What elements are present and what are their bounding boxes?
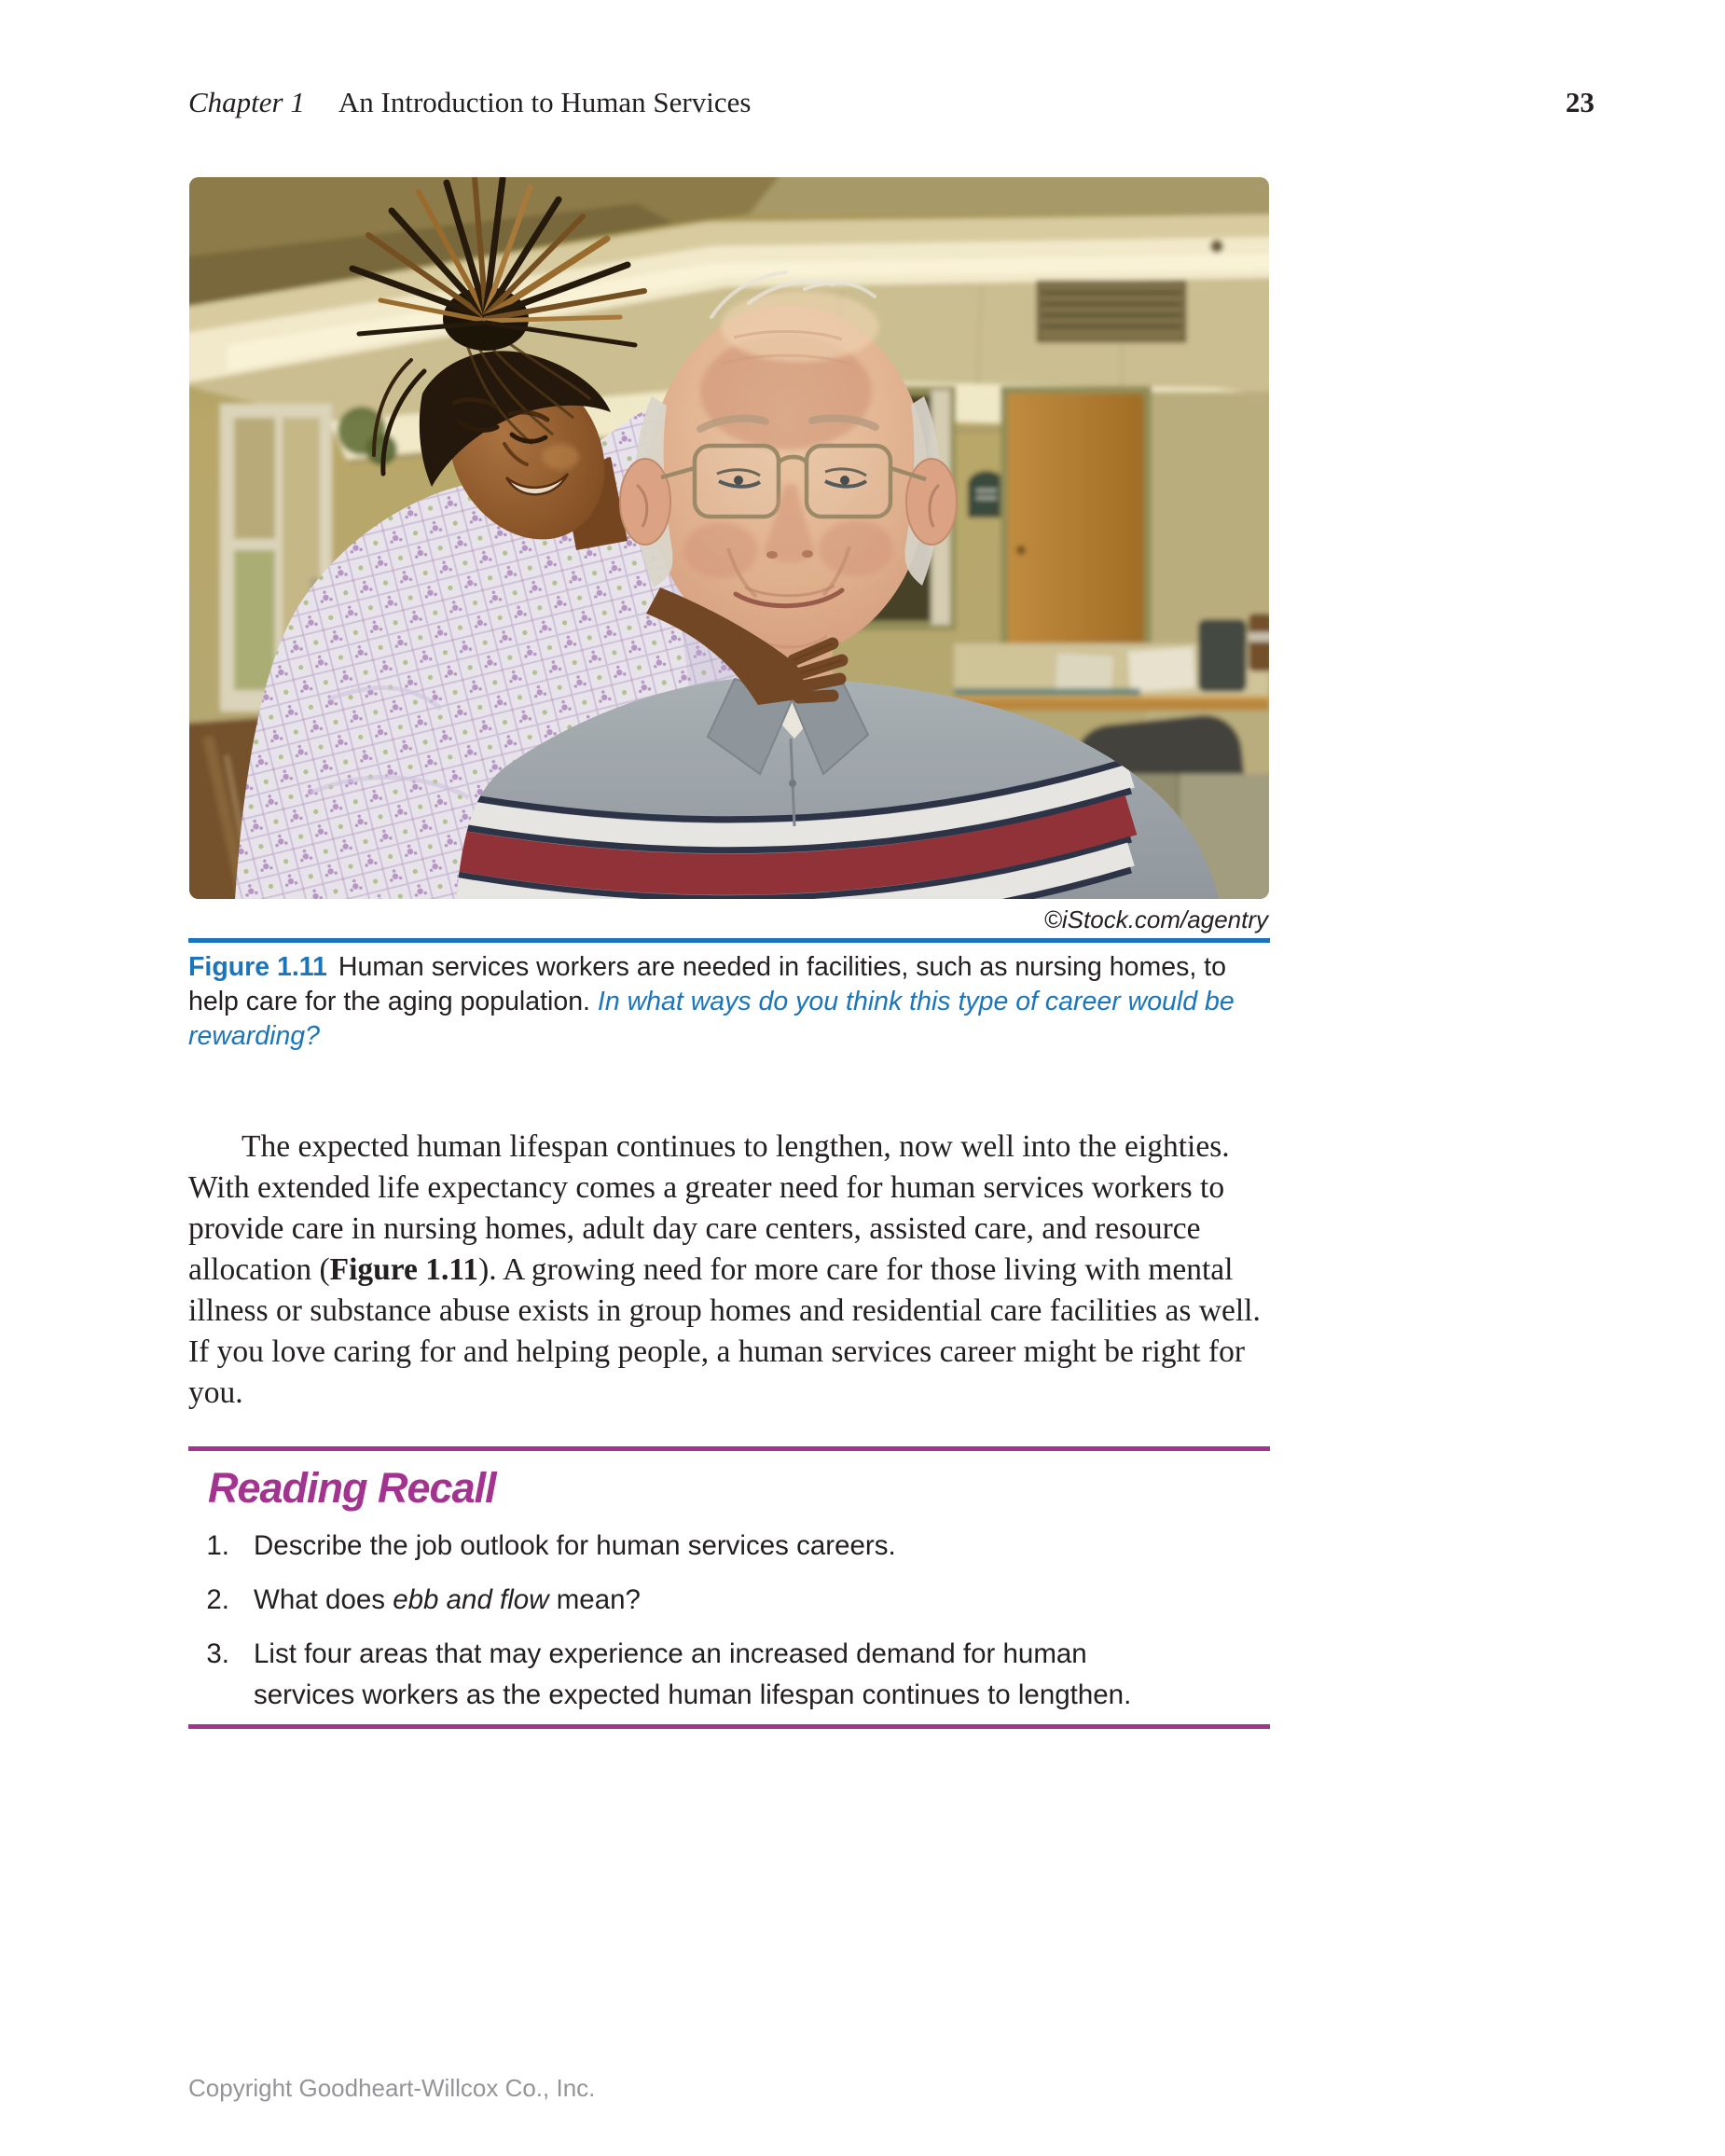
body-text-after: ). A growing need for more care for those living with mental illness or substance abuse exists in group homes and residential care facilities as well. If you love caring for and helping people, a human services career might be right for you. [188,1251,1261,1410]
body-figure-reference: Figure 1.11 [329,1251,479,1287]
list-item-number: 1. [206,1530,229,1561]
figure-caption-text: Human services workers are needed in facilities, such as nursing homes, to help care for the aging population. [188,952,1226,1016]
body-paragraph [188,1126,1277,1414]
copyright-notice: Copyright Goodheart-Willcox Co., Inc. [188,2074,596,2102]
figure-caption-question: In what ways do you think this type of career would be rewarding? [188,987,1235,1051]
list-item [188,1526,1214,1567]
figure-photo [189,177,1269,899]
list-item-number: 2. [206,1584,229,1615]
italic-term: ebb and flow [393,1584,549,1615]
figure-label: Figure 1.11 [188,952,327,982]
figure-caption [188,950,1277,1054]
photo-credit: ©iStock.com/agentry [1043,905,1268,933]
chapter-label: Chapter 1 [188,86,305,118]
reading-recall-heading: Reading Recall [208,1464,496,1512]
caption-rule [188,938,1270,943]
page-number: 23 [1566,86,1594,118]
body-text-before: The expected human lifespan continues to lengthen, now well into the eighties. With extended life expectancy comes a greater need for human services workers to provide care in nursing homes, adult day care centers, assisted care, and resource allocation ( [188,1128,1230,1287]
list-item [188,1580,1214,1621]
reading-recall-top-rule [188,1446,1270,1451]
list-item-text: Describe the job outlook for human services careers. [254,1530,896,1561]
list-item-number: 3. [206,1638,229,1669]
list-item-text: List four areas that may experience an increased demand for human services workers as the expected human lifespan continues to lengthen. [254,1638,1132,1710]
reading-recall-bottom-rule [188,1724,1270,1729]
running-head [188,86,751,119]
reading-recall-list [188,1526,1214,1729]
list-item-text: What does ebb and flow mean? [254,1584,641,1615]
chapter-title: An Introduction to Human Services [338,86,752,118]
list-item [188,1634,1214,1716]
nursing-home-photo-illustration [189,177,1269,899]
